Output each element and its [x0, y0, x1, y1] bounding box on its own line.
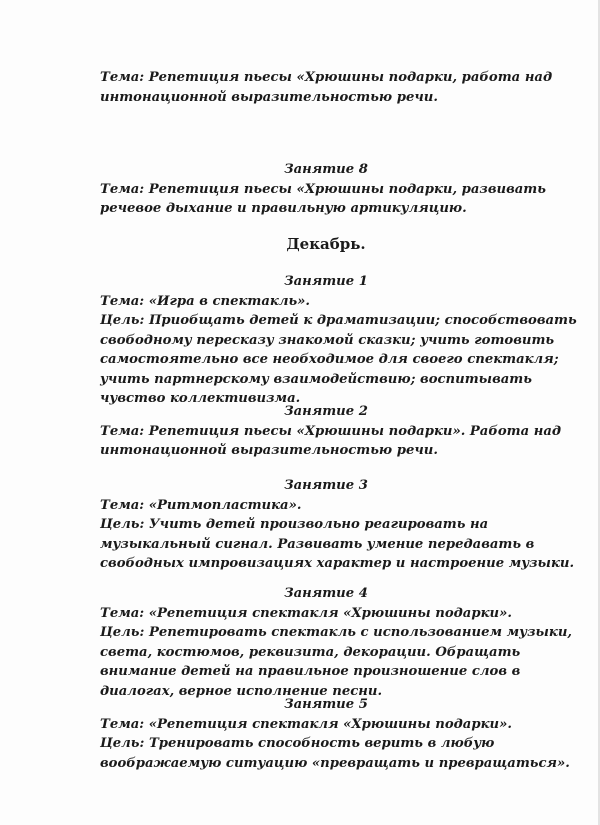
lesson-text-line: Тема: «Репетиция спектакля «Хрюшины подарки». [100, 605, 512, 621]
lesson-1-block [100, 272, 577, 409]
lesson-text-line: самостоятельно все необходимое для своего спектакля; [100, 352, 559, 367]
lesson-text-line: диалогах, верное исполнение песни. [100, 683, 383, 699]
lesson-text-line: Тема: «Репетиция спектакля «Хрюшины подарки». [100, 716, 512, 732]
lesson-text-line: Тема: «Ритмопластика». [100, 497, 302, 513]
lesson-heading: Занятие 3 [284, 478, 368, 493]
lesson-text-line: Цель: Приобщать детей к драматизации; способствовать [100, 313, 577, 328]
theme-text: речевое дыхание и правильную артикуляцию. [100, 201, 467, 216]
lesson-heading: Занятие 4 [284, 586, 368, 601]
theme-text: интонационной выразительностью речи. [100, 89, 438, 105]
lesson-text-line: внимание детей на правильное произношение слов в [100, 664, 521, 679]
lesson-heading: Занятие 8 [284, 162, 368, 177]
lesson-text-line: интонационной выразительностью речи. [100, 443, 438, 458]
theme-text: Тема: Репетиция пьесы «Хрюшины подарки, работа над [100, 70, 553, 85]
lesson-text-line: воображаемую ситуацию «превращать и превращаться». [100, 755, 570, 771]
lesson-heading: Занятие 1 [284, 274, 368, 289]
lesson-text-line: музыкальный сигнал. Развивать умение передавать в [100, 536, 535, 552]
lesson-text-line: Тема: «Игра в спектакль». [100, 293, 311, 309]
lesson-4-block [100, 584, 573, 701]
lesson-text-line: свободному пересказу знакомой сказки; учить готовить [100, 332, 555, 348]
lesson-text-line: Цель: Учить детей произвольно реагировать на [100, 517, 489, 532]
lesson-text-line: Цель: Тренировать способность верить в любую [100, 736, 495, 751]
lesson-text-line: учить партнерскому взаимодействию; воспитывать [100, 371, 532, 387]
lesson-text-line: Тема: Репетиция пьесы «Хрюшины подарки». Работа над [100, 423, 562, 439]
theme-text: Тема: Репетиция пьесы «Хрюшины подарки, развивать [100, 181, 546, 197]
lesson-5-block [100, 695, 570, 773]
lesson-heading: Занятие 2 [284, 404, 368, 419]
lesson-2-block [100, 402, 570, 461]
lesson-text-line: чувство коллективизма. [100, 391, 301, 406]
month-heading: Декабрь. [286, 235, 366, 253]
lesson-heading: Занятие 5 [284, 697, 368, 712]
lesson-3-block [100, 476, 575, 574]
lesson-8-block [100, 160, 570, 219]
lesson-text-line: Цель: Репетировать спектакль с использованием музыки, [100, 625, 573, 640]
lesson-text-line: света, костюмов, реквизита, декорации. Обращать [100, 644, 521, 660]
lesson-text-line: свободных импровизациях характер и настроение музыки. [100, 556, 575, 571]
top-theme-block [100, 68, 570, 107]
